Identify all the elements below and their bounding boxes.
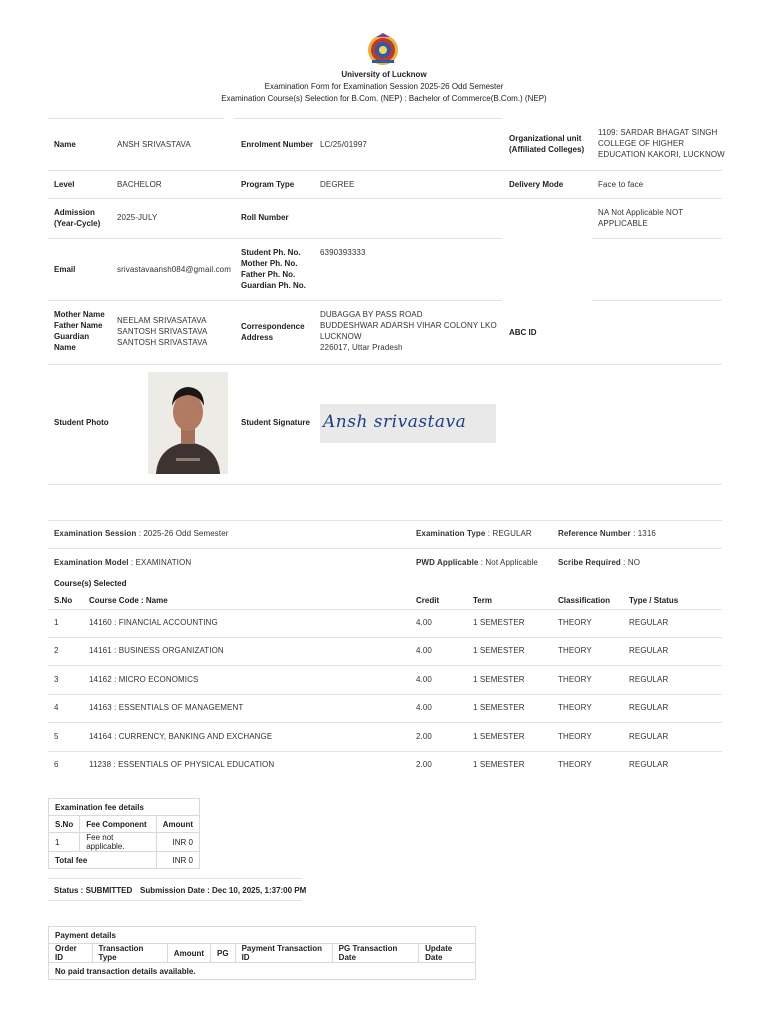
course-cell: 14162 : MICRO ECONOMICS (89, 675, 199, 684)
divider (592, 300, 722, 301)
divider (48, 548, 722, 549)
course-cell: 1 SEMESTER (473, 618, 525, 627)
course-cell: REGULAR (629, 732, 669, 741)
name-label: Name (54, 140, 76, 149)
admission-label: Admission (Year-Cycle) (54, 208, 101, 228)
course-cell: 5 (54, 732, 59, 741)
divider (48, 238, 502, 239)
pay-col-update-date: Update Date (419, 944, 476, 963)
exam-session: Examination Session : 2025-26 Odd Semester (54, 529, 229, 538)
course-cell: REGULAR (629, 675, 669, 684)
course-cell: THEORY (558, 760, 592, 769)
course-cell: REGULAR (629, 760, 669, 769)
pay-col-amount: Amount (167, 944, 210, 963)
courses-title: Course(s) Selected (54, 579, 127, 588)
roll-number-label: Roll Number (241, 213, 289, 222)
course-selection-title: Examination Course(s) Selection for B.Com. (NEP) : Bachelor of Commerce(B.Com.) (NEP) (221, 94, 547, 103)
course-cell: REGULAR (629, 646, 669, 655)
university-name: University of Lucknow (341, 70, 427, 79)
course-cell: THEORY (558, 732, 592, 741)
course-cell: 4.00 (416, 646, 432, 655)
course-cell: 1 SEMESTER (473, 732, 525, 741)
fee-col-sno: S.No (49, 816, 80, 833)
divider (502, 198, 722, 199)
pay-col-transaction-type: Transaction Type (92, 944, 167, 963)
divider (48, 694, 722, 695)
divider (48, 364, 722, 365)
status-text: Status : SUBMITTED (54, 886, 133, 895)
course-cell: 1 SEMESTER (473, 646, 525, 655)
pay-col-pg-transaction-date: PG Transaction Date (332, 944, 418, 963)
pay-col-payment-transaction-id: Payment Transaction ID (235, 944, 332, 963)
abc-id-label: ABC ID (509, 328, 537, 337)
email-label: Email (54, 265, 76, 274)
divider (48, 520, 722, 521)
program-type-value: DEGREE (320, 180, 355, 189)
level-label: Level (54, 180, 75, 189)
course-cell: REGULAR (629, 703, 669, 712)
form-title: Examination Form for Examination Session 2025-26 Odd Semester (264, 82, 504, 91)
course-cell: 4.00 (416, 703, 432, 712)
divider (48, 900, 302, 901)
fee-col-component: Fee Component (80, 816, 157, 833)
fee-title: Examination fee details (49, 799, 200, 816)
course-cell: 1 SEMESTER (473, 760, 525, 769)
pay-col-pg: PG (211, 944, 236, 963)
not-applicable-value: NA Not Applicable NOT APPLICABLE (598, 208, 684, 228)
course-cell: 11238 : ESSENTIALS OF PHYSICAL EDUCATION (89, 760, 275, 769)
parent-values (117, 315, 207, 348)
payment-title: Payment details (49, 927, 476, 944)
submission-date: Submission Date : Dec 10, 2025, 1:37:00 PM (140, 886, 307, 895)
divider (48, 751, 722, 752)
course-cell: 1 SEMESTER (473, 703, 525, 712)
divider (48, 170, 502, 171)
pwd-applicable: PWD Applicable : Not Applicable (416, 558, 538, 567)
course-cell: 2 (54, 646, 59, 655)
mother-name: NEELAM SRIVASATAVA (117, 316, 207, 325)
student-name: ANSH SRIVASTAVA (117, 140, 191, 149)
course-cell: 2.00 (416, 732, 432, 741)
org-unit-label: Organizational unit (Affiliated Colleges) (509, 134, 585, 154)
course-cell: 4.00 (416, 675, 432, 684)
fee-total-row: Total fee INR 0 (49, 852, 200, 869)
scribe-required: Scribe Required : NO (558, 558, 641, 567)
phone-labels: Student Ph. No. Mother Ph. No. Father Ph. No. Guardian Ph. No. (241, 248, 306, 290)
admission-value: 2025-JULY (117, 213, 158, 222)
exam-model: Examination Model : EXAMINATION (54, 558, 192, 567)
course-cell: 6 (54, 760, 59, 769)
course-cell: 1 (54, 618, 59, 627)
delivery-mode-value: Face to face (598, 180, 644, 189)
student-signature (320, 404, 496, 443)
email-value: srivastavaansh084@gmail.com (117, 265, 231, 274)
course-cell: THEORY (558, 703, 592, 712)
course-cell: 3 (54, 675, 59, 684)
student-phone: 6390393333 (320, 248, 366, 257)
pay-col-order-id: Order ID (49, 944, 93, 963)
enrolment-number: LC/25/01997 (320, 140, 367, 149)
university-logo-icon (366, 32, 400, 66)
divider (592, 238, 722, 239)
course-cell: THEORY (558, 618, 592, 627)
signature-text: Ansh srivastava (323, 412, 467, 432)
address-value: DUBAGGA BY PASS ROAD BUDDESHWAR ADARSH VIHAR COLONY LKO LUCKNOW 226017, Uttar Pradesh (320, 310, 497, 352)
col-type-status: Type / Status (629, 596, 679, 605)
fee-col-amount: Amount (156, 816, 199, 833)
address-label: Correspondence Address (241, 322, 305, 342)
col-classification: Classification (558, 596, 611, 605)
course-cell: 4 (54, 703, 59, 712)
enrolment-label: Enrolment Number (241, 140, 314, 149)
table-row: 1 Fee not applicable. INR 0 (49, 833, 200, 852)
student-photo (148, 372, 228, 474)
exam-type: Examination Type : REGULAR (416, 529, 532, 538)
divider (48, 637, 722, 638)
divider (502, 170, 722, 171)
course-cell: 14160 : FINANCIAL ACCOUNTING (89, 618, 218, 627)
divider (48, 198, 502, 199)
course-cell: THEORY (558, 675, 592, 684)
course-cell: 4.00 (416, 618, 432, 627)
org-unit-value: 1109: SARDAR BHAGAT SINGH COLLEGE OF HIGHER EDUCATION KAKORI, LUCKNOW (598, 128, 725, 159)
fee-table (48, 798, 200, 869)
course-cell: THEORY (558, 646, 592, 655)
divider (48, 609, 722, 610)
divider (48, 665, 722, 666)
divider (48, 118, 224, 119)
col-term: Term (473, 596, 492, 605)
divider (234, 118, 502, 119)
course-cell: 1 SEMESTER (473, 675, 525, 684)
signature-label: Student Signature (241, 418, 310, 427)
delivery-mode-label: Delivery Mode (509, 180, 564, 189)
level-value: BACHELOR (117, 180, 162, 189)
col-credit: Credit (416, 596, 440, 605)
col-course: Course Code : Name (89, 596, 168, 605)
divider (48, 300, 502, 301)
divider (48, 484, 722, 485)
payment-table (48, 926, 476, 980)
divider (48, 722, 722, 723)
photo-label: Student Photo (54, 418, 109, 427)
course-cell: REGULAR (629, 618, 669, 627)
course-cell: 14161 : BUSINESS ORGANIZATION (89, 646, 224, 655)
reference-number: Reference Number : 1316 (558, 529, 656, 538)
guardian-name: SANTOSH SRIVASTAVA (117, 338, 208, 347)
col-sno: S.No (54, 596, 73, 605)
father-name: SANTOSH SRIVASTAVA (117, 327, 208, 336)
course-cell: 14163 : ESSENTIALS OF MANAGEMENT (89, 703, 244, 712)
course-cell: 2.00 (416, 760, 432, 769)
payment-empty: No paid transaction details available. (49, 963, 476, 980)
program-type-label: Program Type (241, 180, 295, 189)
course-cell: 14164 : CURRENCY, BANKING AND EXCHANGE (89, 732, 273, 741)
divider (48, 878, 302, 879)
parent-labels: Mother Name Father Name Guardian Name (54, 310, 105, 352)
